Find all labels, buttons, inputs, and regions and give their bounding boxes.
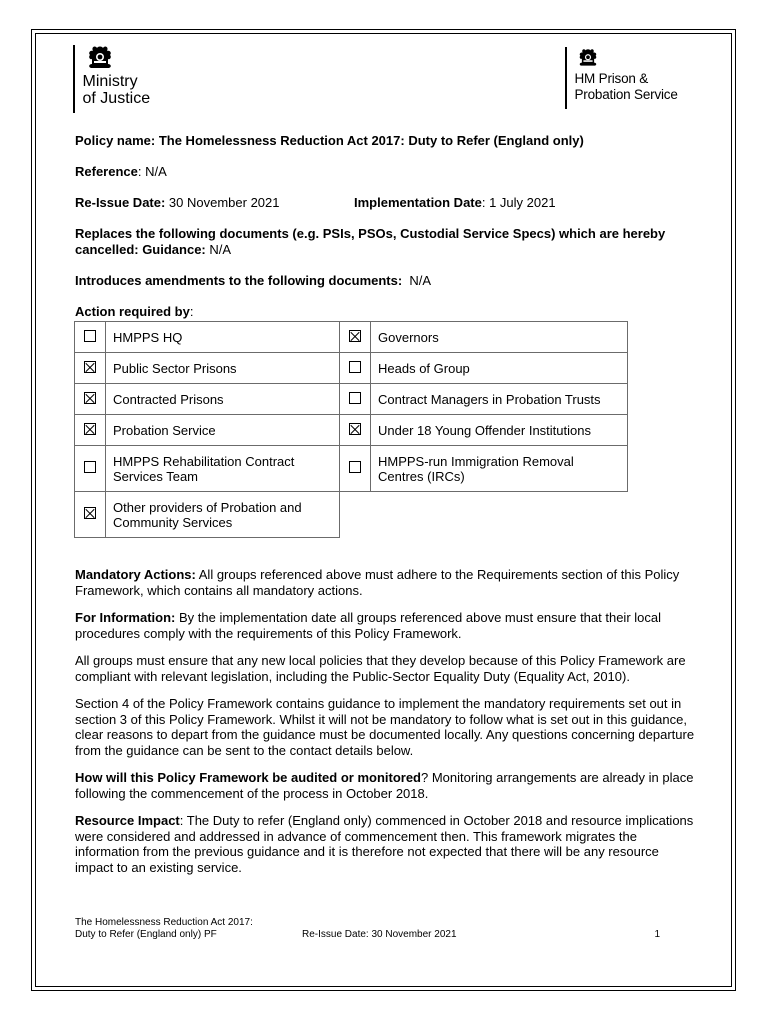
mandatory-label: Mandatory Actions:	[75, 567, 196, 582]
dates-row	[75, 195, 697, 211]
policy-name-label: Policy name:	[75, 133, 156, 148]
footer-title-line2: Duty to Refer (England only) PF	[75, 929, 217, 940]
hmpps-logo	[565, 47, 678, 109]
table-cell: HMPPS Rehabilitation Contract Services Team	[106, 446, 340, 492]
groups-paragraph: All groups must ensure that any new local policies that they develop because of this Policy Framework are compliant with relevant legislation, including the Public-Sector Equality Duty (Equality Act, 2010).	[75, 653, 686, 684]
checkbox-public-sector-prisons[interactable]	[84, 361, 96, 373]
table-row	[75, 353, 628, 384]
checkbox-cell	[75, 415, 106, 446]
reissue-label: Re-Issue Date:	[75, 195, 166, 210]
checkbox-cell	[340, 322, 371, 353]
mandatory-text: All groups referenced above must adhere to the Requirements section of this Policy Framework, which contains all mandatory actions.	[75, 567, 680, 598]
table-row	[75, 492, 628, 538]
checkbox-rehabilitation-contract[interactable]	[84, 461, 96, 473]
checkbox-cell	[340, 446, 371, 492]
replaces-value: N/A	[205, 242, 232, 257]
table-row	[75, 322, 628, 353]
for-information	[75, 610, 700, 641]
checkbox-contracted-prisons[interactable]	[84, 392, 96, 404]
policy-header	[75, 133, 697, 320]
policy-body	[75, 567, 700, 887]
moj-logo	[73, 45, 150, 113]
table-cell: HMPPS-run Immigration Removal Centres (IRCs)	[371, 446, 628, 492]
table-cell: Heads of Group	[371, 353, 628, 384]
reissue-date	[75, 195, 354, 211]
moj-name-line1: Ministry	[82, 73, 138, 90]
page-number: 1	[654, 929, 660, 940]
royal-crest-icon	[575, 47, 601, 69]
reference-label: Reference	[75, 164, 138, 179]
action-required-table	[74, 321, 628, 538]
checkbox-cell	[75, 322, 106, 353]
table-cell: Public Sector Prisons	[106, 353, 340, 384]
replaces-documents	[75, 226, 697, 258]
footer-reissue-date: Re-Issue Date: 30 November 2021	[302, 929, 457, 940]
checkbox-under-18-yoi[interactable]	[349, 423, 361, 435]
checkbox-probation-service[interactable]	[84, 423, 96, 435]
policy-name-value: The Homelessness Reduction Act 2017: Duty to Refer (England only)	[158, 133, 584, 148]
reference-value: : N/A	[137, 164, 167, 179]
footer-title-line1: The Homelessness Reduction Act 2017:	[75, 917, 253, 928]
action-required-label: Action required by	[75, 304, 190, 319]
checkbox-other-providers[interactable]	[84, 507, 96, 519]
amendments-value: N/A	[402, 273, 432, 288]
mandatory-actions	[75, 567, 700, 598]
reissue-value: 30 November 2021	[165, 195, 280, 210]
table-row	[75, 384, 628, 415]
info-label: For Information:	[75, 610, 176, 625]
table-row	[75, 446, 628, 492]
amendments-label: Introduces amendments to the following documents:	[75, 273, 403, 288]
policy-name	[75, 133, 697, 149]
moj-name-line2: of Justice	[82, 90, 151, 107]
checkbox-cell	[340, 415, 371, 446]
resource-text: : The Duty to refer (England only) commenced in October 2018 and resource implications were considered and addressed in advance of commencement then. This framework migrates the information from the previous guidance and it is therefore not expected that there will be any resource impact to an existing service.	[75, 813, 694, 875]
implementation-value: : 1 July 2021	[481, 195, 556, 210]
resource-label: Resource Impact	[75, 813, 180, 828]
replaces-label: Replaces the following documents (e.g. PSIs, PSOs, Custodial Service Specs) which are hereby cancelled: Guidance:	[75, 226, 666, 257]
royal-crest-icon	[83, 45, 117, 71]
action-required-heading	[75, 304, 697, 320]
checkbox-cell	[75, 384, 106, 415]
implementation-label: Implementation Date	[354, 195, 482, 210]
implementation-date	[354, 195, 556, 211]
checkbox-cell	[75, 492, 106, 538]
checkbox-cell	[340, 384, 371, 415]
introduces-amendments	[75, 273, 697, 289]
checkbox-immigration-removal[interactable]	[349, 461, 361, 473]
table-cell: Governors	[371, 322, 628, 353]
checkbox-heads-of-group[interactable]	[349, 361, 361, 373]
empty-cell	[340, 492, 628, 538]
action-required-colon: :	[189, 304, 194, 319]
reference	[75, 164, 697, 180]
table-cell: HMPPS HQ	[106, 322, 340, 353]
table-cell: Other providers of Probation and Community Services	[106, 492, 340, 538]
audit-label: How will this Policy Framework be audited or monitored	[75, 770, 421, 785]
table-cell: Under 18 Young Offender Institutions	[371, 415, 628, 446]
checkbox-hmpps-hq[interactable]	[84, 330, 96, 342]
page-footer	[75, 917, 660, 941]
table-cell: Contracted Prisons	[106, 384, 340, 415]
table-row	[75, 415, 628, 446]
audit-text: ? Monitoring arrangements are already in place following the commencement of the process in October 2018.	[75, 770, 694, 801]
checkbox-governors[interactable]	[349, 330, 361, 342]
checkbox-cell	[340, 353, 371, 384]
hmpps-name-line1: HM Prison &	[574, 71, 649, 86]
info-text: By the implementation date all groups referenced above must ensure that their local procedures comply with the requirements of this Policy Framework.	[75, 610, 661, 641]
checkbox-contract-managers[interactable]	[349, 392, 361, 404]
section-4-paragraph: Section 4 of the Policy Framework contains guidance to implement the mandatory requirements set out in section 3 of this Policy Framework. Whilst it will not be mandatory to follow what is set out in this guidance, clear reasons to depart from the guidance must be documented locally. Any questions concerning departure from the guidance can be sent to the contact details below.	[75, 696, 695, 758]
table-cell: Contract Managers in Probation Trusts	[371, 384, 628, 415]
hmpps-name-line2: Probation Service	[574, 87, 678, 102]
checkbox-cell	[75, 353, 106, 384]
audit-paragraph	[75, 770, 700, 801]
checkbox-cell	[75, 446, 106, 492]
resource-impact	[75, 813, 700, 875]
table-cell: Probation Service	[106, 415, 340, 446]
